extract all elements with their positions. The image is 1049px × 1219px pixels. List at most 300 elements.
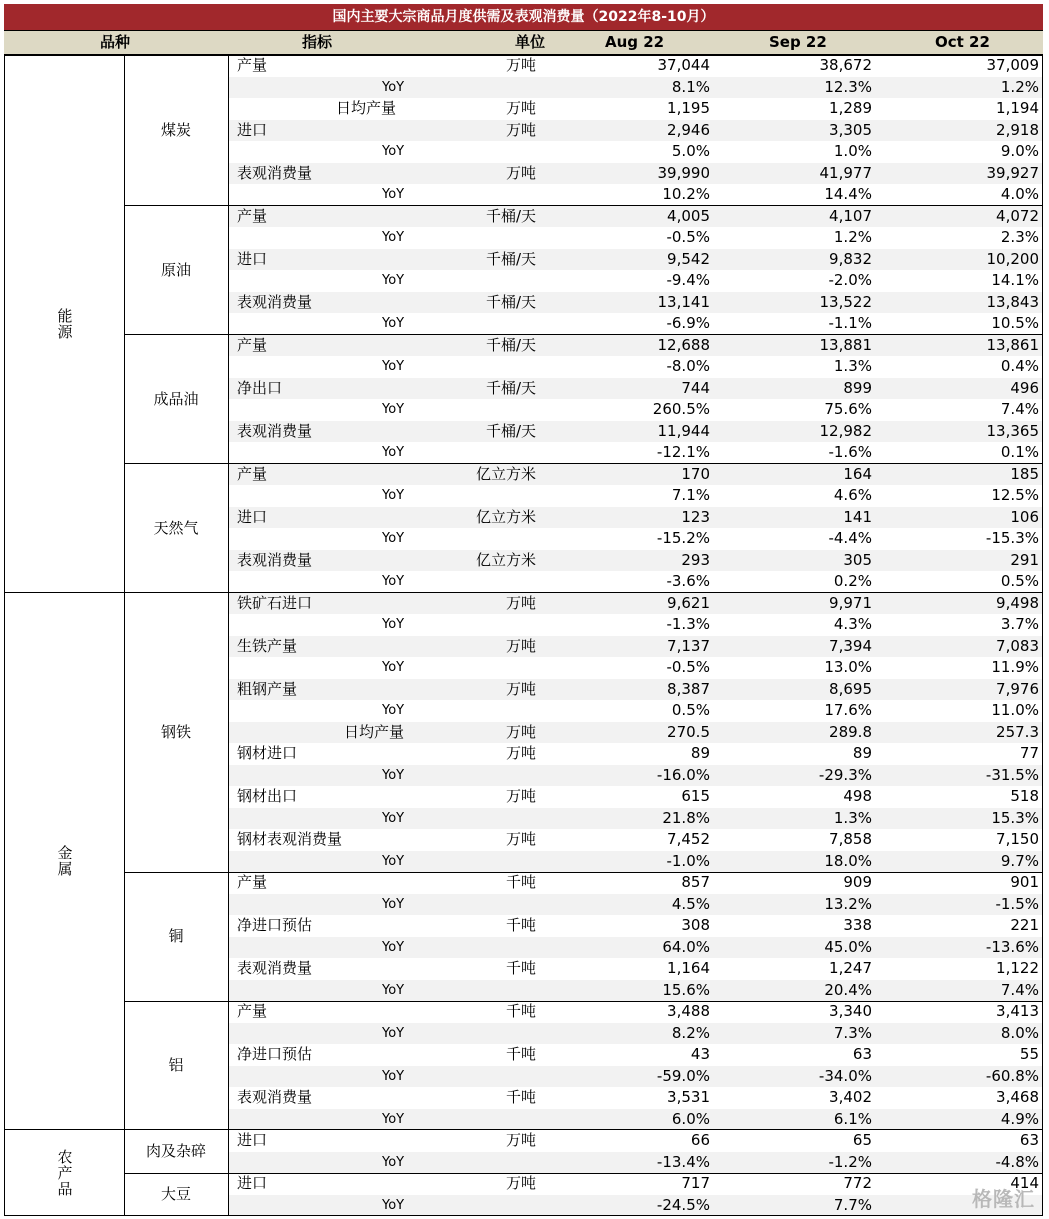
table-row xyxy=(229,614,1043,636)
group-block xyxy=(4,1130,1043,1216)
value-oct22: 11.9% xyxy=(991,658,1039,676)
value-oct22: 3.7% xyxy=(1000,615,1039,633)
table-row xyxy=(229,227,1043,249)
value-oct22: 496 xyxy=(1010,378,1039,397)
table-row xyxy=(229,657,1043,679)
table-row xyxy=(229,442,1043,464)
unit-cell: 亿立方米 xyxy=(475,507,536,526)
value-aug22: 717 xyxy=(681,1174,710,1192)
table-row xyxy=(229,270,1043,292)
table-row xyxy=(229,1109,1043,1131)
indicator-label: 进口 xyxy=(237,507,268,526)
value-oct22: -1.5% xyxy=(995,894,1039,913)
unit-cell: 亿立方米 xyxy=(475,464,536,483)
value-sep22: 1.0% xyxy=(833,142,872,160)
yoy-label: YoY xyxy=(382,359,405,374)
value-aug22: 270.5 xyxy=(667,722,710,741)
value-sep22: 338 xyxy=(843,916,872,934)
value-sep22: -1.6% xyxy=(828,443,872,461)
value-oct22: 8.0% xyxy=(1000,1023,1039,1042)
value-sep22: 909 xyxy=(843,873,872,891)
yoy-label: YoY xyxy=(382,939,405,955)
value-oct22: 12.5% xyxy=(991,486,1039,504)
value-aug22: -13.4% xyxy=(656,1152,710,1171)
group-label: 金属 xyxy=(55,845,74,878)
sub-category-label: 原油 xyxy=(160,260,191,279)
value-aug22: 64.0% xyxy=(662,937,710,956)
value-sep22: 41,977 xyxy=(819,163,872,182)
value-sep22: 772 xyxy=(843,1174,872,1192)
value-aug22: -8.0% xyxy=(666,357,710,375)
value-oct22: 1,194 xyxy=(996,99,1039,117)
value-oct22: -15.3% xyxy=(985,529,1039,547)
table-body xyxy=(4,55,1043,1216)
value-oct22: 9.7% xyxy=(1000,851,1039,870)
table-row xyxy=(229,1001,1043,1023)
yoy-label: YoY xyxy=(382,617,405,632)
value-sep22: -1.2% xyxy=(828,1152,872,1171)
value-sep22: 13,522 xyxy=(819,292,872,311)
table-row xyxy=(229,722,1043,744)
table-row xyxy=(229,571,1043,593)
value-sep22: 1.3% xyxy=(833,808,872,827)
value-oct22: 39,927 xyxy=(986,163,1039,182)
unit-cell: 万吨 xyxy=(505,120,536,139)
table-row xyxy=(229,421,1043,443)
indicator-label: 表观消费量 xyxy=(237,163,313,182)
value-aug22: 615 xyxy=(681,787,710,805)
table-row xyxy=(229,1066,1043,1088)
value-oct22: 9.0% xyxy=(1000,142,1039,160)
table-row xyxy=(229,120,1043,142)
value-aug22: 1,164 xyxy=(667,959,710,977)
value-aug22: -6.9% xyxy=(666,314,710,332)
yoy-label: YoY xyxy=(382,531,405,546)
value-sep22: 18.0% xyxy=(824,851,872,870)
value-sep22: -1.1% xyxy=(828,314,872,332)
sub-category-label: 铜 xyxy=(168,927,184,945)
unit-cell: 万吨 xyxy=(505,56,536,74)
yoy-label: YoY xyxy=(382,316,405,331)
table-row xyxy=(229,292,1043,314)
value-aug22: 293 xyxy=(681,550,710,569)
value-aug22: 5.0% xyxy=(671,142,710,160)
indicator-label: 日均产量 xyxy=(344,722,405,741)
value-aug22: -0.5% xyxy=(666,228,710,246)
value-sep22: 289.8 xyxy=(829,722,872,741)
indicator-label: 粗钢产量 xyxy=(237,679,298,698)
value-oct22: 1.2% xyxy=(1000,77,1039,96)
unit-cell: 千吨 xyxy=(505,1045,536,1063)
yoy-label: YoY xyxy=(382,703,405,718)
yoy-label: YoY xyxy=(382,896,405,912)
unit-cell: 千吨 xyxy=(505,873,536,891)
value-aug22: 37,044 xyxy=(657,56,710,74)
value-oct22: 7.4% xyxy=(1000,400,1039,418)
commodity-table xyxy=(4,4,1043,1216)
value-oct22: 414 xyxy=(1010,1174,1039,1192)
table-row xyxy=(229,163,1043,185)
value-aug22: 9,621 xyxy=(667,593,710,612)
value-oct22: 4.9% xyxy=(1000,1109,1039,1128)
value-oct22: -4.8% xyxy=(995,1152,1039,1171)
value-sep22: 0.2% xyxy=(833,572,872,590)
value-aug22: 123 xyxy=(681,507,710,526)
value-aug22: 0.5% xyxy=(671,701,710,719)
value-sep22: 13.0% xyxy=(824,658,872,676)
table-row xyxy=(229,184,1043,206)
yoy-label: YoY xyxy=(382,810,405,826)
indicator-label: 日均产量 xyxy=(336,99,397,117)
yoy-label: YoY xyxy=(382,767,405,783)
indicator-label: 铁矿石进口 xyxy=(237,593,313,612)
value-sep22: 17.6% xyxy=(824,701,872,719)
value-oct22: 291 xyxy=(1010,550,1039,569)
value-sep22: 7.7% xyxy=(833,1195,872,1214)
table-row xyxy=(229,1087,1043,1109)
table-row xyxy=(229,98,1043,120)
indicator-label: 表观消费量 xyxy=(237,959,313,977)
value-oct22: 13,861 xyxy=(986,335,1039,354)
value-sep22: 9,971 xyxy=(829,593,872,612)
indicator-label: 产量 xyxy=(237,335,268,354)
value-sep22: 9,832 xyxy=(829,249,872,268)
unit-cell: 万吨 xyxy=(505,722,536,741)
unit-cell: 千吨 xyxy=(505,959,536,977)
value-aug22: -24.5% xyxy=(656,1195,710,1214)
unit-cell: 万吨 xyxy=(505,1174,536,1192)
value-aug22: -9.4% xyxy=(666,271,710,289)
value-sep22: 141 xyxy=(843,507,872,526)
yoy-label: YoY xyxy=(382,1197,405,1213)
table-row xyxy=(229,808,1043,830)
value-aug22: 7,452 xyxy=(667,830,710,848)
table-row xyxy=(229,743,1043,765)
value-oct22: 63 xyxy=(1019,1131,1039,1149)
table-row xyxy=(229,937,1043,959)
value-oct22: 185 xyxy=(1010,464,1039,483)
value-aug22: 89 xyxy=(690,744,710,762)
table-row xyxy=(229,1195,1043,1217)
unit-cell: 千桶/天 xyxy=(485,292,536,311)
value-sep22: 45.0% xyxy=(824,937,872,956)
table-row xyxy=(229,894,1043,916)
value-aug22: -16.0% xyxy=(656,765,710,784)
value-oct22: 10,200 xyxy=(986,249,1039,268)
value-sep22: -29.3% xyxy=(818,765,872,784)
table-row xyxy=(229,786,1043,808)
unit-cell: 千桶/天 xyxy=(485,249,536,268)
group-block xyxy=(4,593,1043,1131)
indicator-label: 产量 xyxy=(237,56,268,74)
table-row xyxy=(229,872,1043,894)
table-row xyxy=(229,356,1043,378)
indicator-label: 表观消费量 xyxy=(237,292,313,311)
header-sep22: Sep 22 xyxy=(769,33,827,51)
indicator-label: 进口 xyxy=(237,1174,268,1192)
unit-cell: 万吨 xyxy=(505,787,536,805)
table-title: 国内主要大宗商品月度供需及表观消费量（2022年8-10月） xyxy=(4,4,1043,30)
value-sep22: 1,247 xyxy=(829,959,872,977)
value-sep22: 4.3% xyxy=(833,615,872,633)
table-row xyxy=(229,1173,1043,1195)
group-label: 农产品 xyxy=(55,1149,74,1197)
value-sep22: 899 xyxy=(843,378,872,397)
value-sep22: 3,402 xyxy=(829,1088,872,1106)
table-row xyxy=(229,464,1043,486)
value-sep22: 3,340 xyxy=(829,1002,872,1020)
value-aug22: 170 xyxy=(681,464,710,483)
table-row xyxy=(229,765,1043,787)
yoy-label: YoY xyxy=(382,402,405,417)
indicator-label: 净进口预估 xyxy=(237,916,313,934)
indicator-label: 生铁产量 xyxy=(237,636,298,655)
yoy-label: YoY xyxy=(382,1025,405,1041)
value-sep22: 1.3% xyxy=(833,357,872,375)
sub-category-label: 煤炭 xyxy=(160,121,191,139)
unit-cell: 亿立方米 xyxy=(475,550,536,569)
value-aug22: -3.6% xyxy=(666,572,710,590)
value-sep22: 8,695 xyxy=(829,679,872,698)
yoy-label: YoY xyxy=(382,660,405,675)
yoy-label: YoY xyxy=(382,574,405,589)
value-sep22: 12,982 xyxy=(819,421,872,440)
value-sep22: 1,289 xyxy=(829,99,872,117)
header-indicator: 指标 xyxy=(302,33,333,51)
value-oct22: -60.8% xyxy=(985,1066,1039,1085)
value-sep22: 89 xyxy=(852,744,872,762)
value-oct22: 0.4% xyxy=(1000,357,1039,375)
unit-cell: 万吨 xyxy=(505,593,536,612)
unit-cell: 千吨 xyxy=(505,1002,536,1020)
indicator-label: 净出口 xyxy=(237,378,283,397)
value-oct22: 3,468 xyxy=(996,1088,1039,1106)
yoy-label: YoY xyxy=(382,1111,405,1127)
value-aug22: 66 xyxy=(690,1131,710,1149)
sub-category-label: 天然气 xyxy=(153,518,199,537)
value-sep22: -2.0% xyxy=(828,271,872,289)
yoy-label: YoY xyxy=(382,187,405,202)
value-oct22: 106 xyxy=(1010,507,1039,526)
header-aug22: Aug 22 xyxy=(605,33,665,51)
table-row xyxy=(229,1044,1043,1066)
value-aug22: 6.0% xyxy=(671,1109,710,1128)
value-oct22: 37,009 xyxy=(986,56,1039,74)
value-oct22: 11.0% xyxy=(991,701,1039,719)
yoy-label: YoY xyxy=(382,79,405,95)
sub-category-label: 肉及杂碎 xyxy=(145,1142,206,1160)
value-oct22: 0.1% xyxy=(1000,443,1039,461)
table-row xyxy=(229,378,1043,400)
value-aug22: -0.5% xyxy=(666,658,710,676)
header-category: 品种 xyxy=(100,33,131,51)
value-oct22: 4.0% xyxy=(1000,185,1039,203)
table-row xyxy=(229,55,1043,77)
unit-cell: 万吨 xyxy=(505,744,536,762)
yoy-label: YoY xyxy=(382,1068,405,1084)
indicator-label: 进口 xyxy=(237,120,268,139)
sub-category-label: 大豆 xyxy=(160,1185,191,1203)
group-label: 能源 xyxy=(55,307,74,340)
watermark-logo: 格隆汇 xyxy=(972,1187,1035,1211)
table-row xyxy=(229,679,1043,701)
indicator-label: 产量 xyxy=(237,1002,268,1020)
yoy-label: YoY xyxy=(382,273,405,288)
value-aug22: 8.2% xyxy=(671,1023,710,1042)
value-aug22: -15.2% xyxy=(656,529,710,547)
table-row xyxy=(229,485,1043,507)
value-oct22: 3,413 xyxy=(996,1002,1039,1020)
value-aug22: 857 xyxy=(681,873,710,891)
value-aug22: 3,488 xyxy=(667,1002,710,1020)
value-oct22: 13,843 xyxy=(986,292,1039,311)
sub-category-label: 成品油 xyxy=(153,389,199,408)
value-aug22: -59.0% xyxy=(656,1066,710,1085)
value-aug22: 3,531 xyxy=(667,1088,710,1106)
value-aug22: -1.3% xyxy=(666,615,710,633)
value-aug22: 308 xyxy=(681,916,710,934)
value-oct22: 1,122 xyxy=(996,959,1039,977)
value-sep22: -4.4% xyxy=(828,529,872,547)
table-row xyxy=(229,1152,1043,1174)
table-row xyxy=(229,851,1043,873)
value-oct22: 7,083 xyxy=(996,636,1039,655)
value-sep22: -34.0% xyxy=(818,1066,872,1085)
value-sep22: 65 xyxy=(852,1131,872,1149)
value-sep22: 7.3% xyxy=(833,1023,872,1042)
value-aug22: 11,944 xyxy=(657,421,710,440)
value-sep22: 164 xyxy=(843,464,872,483)
value-sep22: 20.4% xyxy=(824,980,872,999)
value-sep22: 498 xyxy=(843,787,872,805)
table-row xyxy=(229,636,1043,658)
indicator-label: 产量 xyxy=(237,873,268,891)
value-oct22: 13,365 xyxy=(986,421,1039,440)
value-aug22: 1,195 xyxy=(667,99,710,117)
value-sep22: 14.4% xyxy=(824,185,872,203)
sub-category-label: 铝 xyxy=(168,1056,184,1074)
unit-cell: 千桶/天 xyxy=(485,335,536,354)
unit-cell: 万吨 xyxy=(505,1131,536,1149)
value-oct22: 0.5% xyxy=(1000,572,1039,590)
table-row xyxy=(229,593,1043,615)
unit-cell: 万吨 xyxy=(505,163,536,182)
value-oct22: 9,498 xyxy=(996,593,1039,612)
value-oct22: -13.6% xyxy=(985,937,1039,956)
indicator-label: 进口 xyxy=(237,1131,268,1149)
value-aug22: 43 xyxy=(690,1045,710,1063)
value-aug22: 8,387 xyxy=(667,679,710,698)
value-aug22: 744 xyxy=(681,378,710,397)
table-row xyxy=(229,915,1043,937)
value-aug22: 8.1% xyxy=(671,77,710,96)
value-sep22: 7,394 xyxy=(829,636,872,655)
unit-cell: 万吨 xyxy=(505,636,536,655)
value-aug22: -12.1% xyxy=(656,443,710,461)
indicator-label: 表观消费量 xyxy=(237,550,313,569)
value-sep22: 75.6% xyxy=(824,400,872,418)
value-sep22: 6.1% xyxy=(833,1109,872,1128)
value-oct22: 10.5% xyxy=(991,314,1039,332)
value-oct22: 55 xyxy=(1019,1045,1039,1063)
indicator-label: 钢材进口 xyxy=(237,744,298,762)
table-header xyxy=(4,30,1043,55)
group-block xyxy=(4,55,1043,593)
value-oct22: 518 xyxy=(1010,787,1039,805)
unit-cell: 万吨 xyxy=(505,679,536,698)
value-aug22: 2,946 xyxy=(667,120,710,139)
sub-category-label: 钢铁 xyxy=(160,722,191,741)
yoy-label: YoY xyxy=(382,853,405,869)
value-oct22: 2,918 xyxy=(996,120,1039,139)
yoy-label: YoY xyxy=(382,1154,405,1170)
indicator-label: 产量 xyxy=(237,206,268,225)
value-aug22: 7,137 xyxy=(667,636,710,655)
indicator-label: 净进口预估 xyxy=(237,1045,313,1063)
value-sep22: 4,107 xyxy=(829,206,872,225)
value-oct22: 15.3% xyxy=(991,808,1039,827)
table-row xyxy=(229,1130,1043,1152)
yoy-label: YoY xyxy=(382,445,405,460)
unit-cell: 万吨 xyxy=(505,830,536,848)
value-sep22: 4.6% xyxy=(833,486,872,504)
unit-cell: 千桶/天 xyxy=(485,421,536,440)
value-oct22: 14.1% xyxy=(991,271,1039,289)
yoy-label: YoY xyxy=(382,982,405,998)
value-aug22: -1.0% xyxy=(666,851,710,870)
value-oct22: 257.3 xyxy=(996,722,1039,741)
value-sep22: 12.3% xyxy=(824,77,872,96)
unit-cell: 万吨 xyxy=(505,99,536,117)
table-row xyxy=(229,829,1043,851)
value-oct22: -31.5% xyxy=(985,765,1039,784)
header-unit: 单位 xyxy=(515,33,546,51)
unit-cell: 千桶/天 xyxy=(485,378,536,397)
value-oct22: 7.4% xyxy=(1000,980,1039,999)
table-row xyxy=(229,335,1043,357)
value-aug22: 4.5% xyxy=(671,894,710,913)
indicator-label: 表观消费量 xyxy=(237,1088,313,1106)
indicator-label: 进口 xyxy=(237,249,268,268)
table-row xyxy=(229,249,1043,271)
unit-cell: 千桶/天 xyxy=(485,206,536,225)
value-aug22: 7.1% xyxy=(671,486,710,504)
value-oct22: 2.3% xyxy=(1000,228,1039,246)
table-row xyxy=(229,206,1043,228)
value-sep22: 63 xyxy=(852,1045,872,1063)
table-row xyxy=(229,700,1043,722)
value-sep22: 13,881 xyxy=(819,335,872,354)
value-aug22: 260.5% xyxy=(652,400,710,418)
value-sep22: 3,305 xyxy=(829,120,872,139)
unit-cell: 千吨 xyxy=(505,916,536,934)
table-row xyxy=(229,980,1043,1002)
value-sep22: 13.2% xyxy=(824,894,872,913)
value-aug22: 4,005 xyxy=(667,206,710,225)
value-sep22: 305 xyxy=(843,550,872,569)
value-sep22: 38,672 xyxy=(819,56,872,74)
value-oct22: 4,072 xyxy=(996,206,1039,225)
yoy-label: YoY xyxy=(382,488,405,503)
value-aug22: 21.8% xyxy=(662,808,710,827)
yoy-label: YoY xyxy=(382,144,405,159)
value-aug22: 12,688 xyxy=(657,335,710,354)
header-oct22: Oct 22 xyxy=(935,33,990,51)
indicator-label: 表观消费量 xyxy=(237,421,313,440)
yoy-label: YoY xyxy=(382,230,405,245)
value-aug22: 15.6% xyxy=(662,980,710,999)
unit-cell: 千吨 xyxy=(505,1088,536,1106)
